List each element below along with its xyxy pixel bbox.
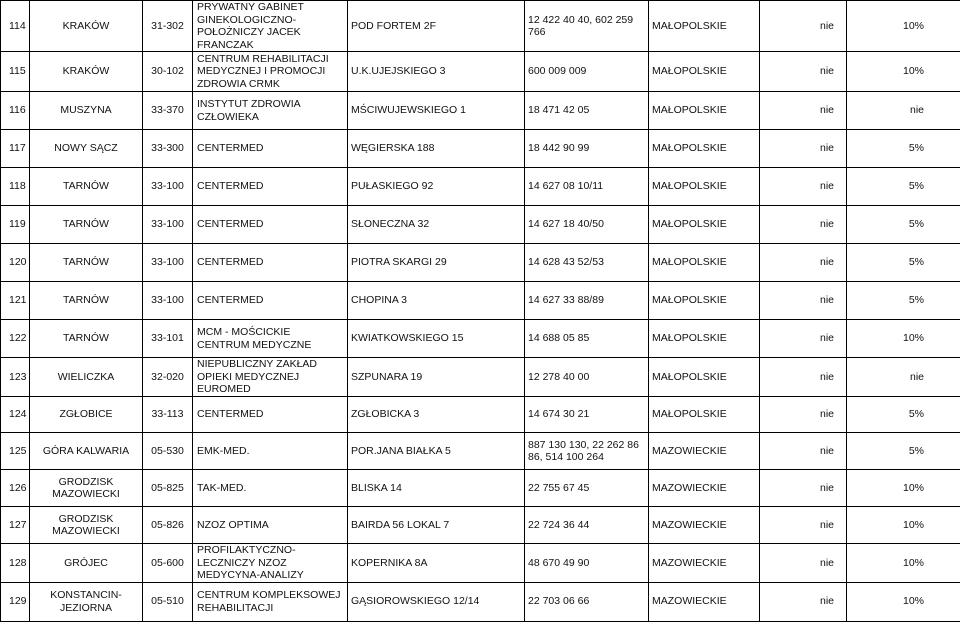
row-number: 114 (1, 1, 30, 52)
postal-code-cell: 33-113 (143, 397, 193, 433)
discount-cell: 10% (847, 1, 960, 52)
nfz-cell: nie (760, 130, 847, 168)
phone-cell: 22 755 67 45 (525, 470, 649, 507)
address-cell: U.K.UJEJSKIEGO 3 (348, 52, 525, 92)
discount-cell: 10% (847, 544, 960, 583)
address-cell: ZGŁOBICKA 3 (348, 397, 525, 433)
phone-cell: 600 009 009 (525, 52, 649, 92)
address-cell: WĘGIERSKA 188 (348, 130, 525, 168)
nfz-cell: nie (760, 433, 847, 470)
phone-cell: 14 627 33 88/89 (525, 282, 649, 320)
voivodeship-cell: MAZOWIECKIE (649, 470, 760, 507)
row-number: 115 (1, 52, 30, 92)
phone-cell: 12 422 40 40, 602 259 766 (525, 1, 649, 52)
row-number: 128 (1, 544, 30, 583)
facility-name-cell: CENTERMED (193, 168, 348, 206)
voivodeship-cell: MAŁOPOLSKIE (649, 168, 760, 206)
facility-name-cell: PROFILAKTYCZNO-LECZNICZY NZOZ MEDYCYNA-ANALIZY (193, 544, 348, 583)
nfz-cell: nie (760, 52, 847, 92)
address-cell: KOPERNIKA 8A (348, 544, 525, 583)
city-cell: TARNÓW (30, 206, 143, 244)
phone-cell: 887 130 130, 22 262 86 86, 514 100 264 (525, 433, 649, 470)
table-row (1, 1, 960, 52)
row-number: 118 (1, 168, 30, 206)
table-row (1, 92, 960, 130)
voivodeship-cell: MAŁOPOLSKIE (649, 1, 760, 52)
facility-name-cell: TAK-MED. (193, 470, 348, 507)
nfz-cell: nie (760, 507, 847, 544)
phone-cell: 22 703 06 66 (525, 582, 649, 621)
table-row (1, 244, 960, 282)
nfz-cell: nie (760, 168, 847, 206)
table-row (1, 168, 960, 206)
table-row (1, 582, 960, 621)
facility-name-cell: NZOZ OPTIMA (193, 507, 348, 544)
discount-cell: 10% (847, 507, 960, 544)
address-cell: PIOTRA SKARGI 29 (348, 244, 525, 282)
address-cell: BLISKA 14 (348, 470, 525, 507)
postal-code-cell: 33-300 (143, 130, 193, 168)
row-number: 119 (1, 206, 30, 244)
city-cell: GÓRA KALWARIA (30, 433, 143, 470)
discount-cell: nie (847, 92, 960, 130)
city-cell: TARNÓW (30, 244, 143, 282)
postal-code-cell: 30-102 (143, 52, 193, 92)
city-cell: TARNÓW (30, 320, 143, 358)
postal-code-cell: 05-825 (143, 470, 193, 507)
table-row (1, 320, 960, 358)
voivodeship-cell: MAZOWIECKIE (649, 433, 760, 470)
facility-name-cell: INSTYTUT ZDROWIA CZŁOWIEKA (193, 92, 348, 130)
nfz-cell: nie (760, 92, 847, 130)
postal-code-cell: 33-370 (143, 92, 193, 130)
nfz-cell: nie (760, 358, 847, 397)
address-cell: KWIATKOWSKIEGO 15 (348, 320, 525, 358)
discount-cell: 10% (847, 582, 960, 621)
discount-cell: 10% (847, 320, 960, 358)
phone-cell: 14 627 18 40/50 (525, 206, 649, 244)
voivodeship-cell: MAZOWIECKIE (649, 582, 760, 621)
city-cell: KRAKÓW (30, 52, 143, 92)
facility-name-cell: PRYWATNY GABINET GINEKOLOGICZNO-POŁOŻNICZY JACEK FRANCZAK (193, 1, 348, 52)
facility-name-cell: CENTERMED (193, 397, 348, 433)
nfz-cell: nie (760, 206, 847, 244)
row-number: 125 (1, 433, 30, 470)
facility-name-cell: CENTERMED (193, 244, 348, 282)
row-number: 123 (1, 358, 30, 397)
phone-cell: 14 628 43 52/53 (525, 244, 649, 282)
city-cell: MUSZYNA (30, 92, 143, 130)
address-cell: MŚCIWUJEWSKIEGO 1 (348, 92, 525, 130)
table-row (1, 433, 960, 470)
voivodeship-cell: MAŁOPOLSKIE (649, 282, 760, 320)
table-row (1, 470, 960, 507)
voivodeship-cell: MAŁOPOLSKIE (649, 52, 760, 92)
row-number: 116 (1, 92, 30, 130)
phone-cell: 18 471 42 05 (525, 92, 649, 130)
address-cell: POD FORTEM 2F (348, 1, 525, 52)
row-number: 120 (1, 244, 30, 282)
address-cell: SZPUNARA 19 (348, 358, 525, 397)
postal-code-cell: 33-100 (143, 168, 193, 206)
facility-name-cell: CENTERMED (193, 282, 348, 320)
voivodeship-cell: MAŁOPOLSKIE (649, 358, 760, 397)
row-number: 122 (1, 320, 30, 358)
row-number: 129 (1, 582, 30, 621)
address-cell: SŁONECZNA 32 (348, 206, 525, 244)
facility-name-cell: CENTRUM REHABILITACJI MEDYCZNEJ I PROMOCJI ZDROWIA CRMK (193, 52, 348, 92)
discount-cell: 5% (847, 244, 960, 282)
facility-name-cell: CENTERMED (193, 130, 348, 168)
row-number: 124 (1, 397, 30, 433)
voivodeship-cell: MAŁOPOLSKIE (649, 130, 760, 168)
city-cell: TARNÓW (30, 168, 143, 206)
postal-code-cell: 32-020 (143, 358, 193, 397)
table-row (1, 507, 960, 544)
facility-name-cell: CENTRUM KOMPLEKSOWEJ REHABILITACJI (193, 582, 348, 621)
postal-code-cell: 33-100 (143, 206, 193, 244)
discount-cell: 5% (847, 130, 960, 168)
postal-code-cell: 05-826 (143, 507, 193, 544)
postal-code-cell: 31-302 (143, 1, 193, 52)
phone-cell: 14 688 05 85 (525, 320, 649, 358)
nfz-cell: nie (760, 544, 847, 583)
row-number: 117 (1, 130, 30, 168)
city-cell: ZGŁOBICE (30, 397, 143, 433)
voivodeship-cell: MAZOWIECKIE (649, 507, 760, 544)
discount-cell: 5% (847, 282, 960, 320)
table-row (1, 282, 960, 320)
table-row (1, 358, 960, 397)
address-cell: GĄSIOROWSKIEGO 12/14 (348, 582, 525, 621)
nfz-cell: nie (760, 397, 847, 433)
voivodeship-cell: MAŁOPOLSKIE (649, 92, 760, 130)
discount-cell: 5% (847, 397, 960, 433)
voivodeship-cell: MAŁOPOLSKIE (649, 397, 760, 433)
phone-cell: 18 442 90 99 (525, 130, 649, 168)
address-cell: BAIRDA 56 LOKAL 7 (348, 507, 525, 544)
table-row (1, 206, 960, 244)
address-cell: PUŁASKIEGO 92 (348, 168, 525, 206)
phone-cell: 22 724 36 44 (525, 507, 649, 544)
postal-code-cell: 05-600 (143, 544, 193, 583)
row-number: 126 (1, 470, 30, 507)
postal-code-cell: 33-101 (143, 320, 193, 358)
nfz-cell: nie (760, 470, 847, 507)
facility-name-cell: NIEPUBLICZNY ZAKŁAD OPIEKI MEDYCZNEJ EUROMED (193, 358, 348, 397)
nfz-cell: nie (760, 244, 847, 282)
discount-cell: 5% (847, 433, 960, 470)
nfz-cell: nie (760, 282, 847, 320)
city-cell: NOWY SĄCZ (30, 130, 143, 168)
nfz-cell: nie (760, 1, 847, 52)
voivodeship-cell: MAZOWIECKIE (649, 544, 760, 583)
discount-cell: 5% (847, 168, 960, 206)
facility-name-cell: CENTERMED (193, 206, 348, 244)
table-row (1, 130, 960, 168)
phone-cell: 48 670 49 90 (525, 544, 649, 583)
phone-cell: 14 627 08 10/11 (525, 168, 649, 206)
table-row (1, 52, 960, 92)
phone-cell: 12 278 40 00 (525, 358, 649, 397)
city-cell: TARNÓW (30, 282, 143, 320)
city-cell: GRÓJEC (30, 544, 143, 583)
postal-code-cell: 33-100 (143, 244, 193, 282)
city-cell: KONSTANCIN-JEZIORNA (30, 582, 143, 621)
address-cell: POR.JANA BIAŁKA 5 (348, 433, 525, 470)
postal-code-cell: 33-100 (143, 282, 193, 320)
postal-code-cell: 05-510 (143, 582, 193, 621)
city-cell: KRAKÓW (30, 1, 143, 52)
table-row (1, 397, 960, 433)
discount-cell: nie (847, 358, 960, 397)
voivodeship-cell: MAŁOPOLSKIE (649, 206, 760, 244)
row-number: 127 (1, 507, 30, 544)
postal-code-cell: 05-530 (143, 433, 193, 470)
city-cell: GRODZISK MAZOWIECKI (30, 470, 143, 507)
table-row (1, 544, 960, 583)
discount-cell: 10% (847, 52, 960, 92)
address-cell: CHOPINA 3 (348, 282, 525, 320)
nfz-cell: nie (760, 320, 847, 358)
discount-cell: 10% (847, 470, 960, 507)
voivodeship-cell: MAŁOPOLSKIE (649, 320, 760, 358)
city-cell: WIELICZKA (30, 358, 143, 397)
row-number: 121 (1, 282, 30, 320)
discount-cell: 5% (847, 206, 960, 244)
voivodeship-cell: MAŁOPOLSKIE (649, 244, 760, 282)
phone-cell: 14 674 30 21 (525, 397, 649, 433)
facility-name-cell: EMK-MED. (193, 433, 348, 470)
facility-name-cell: MCM - MOŚCICKIE CENTRUM MEDYCZNE (193, 320, 348, 358)
city-cell: GRODZISK MAZOWIECKI (30, 507, 143, 544)
nfz-cell: nie (760, 582, 847, 621)
